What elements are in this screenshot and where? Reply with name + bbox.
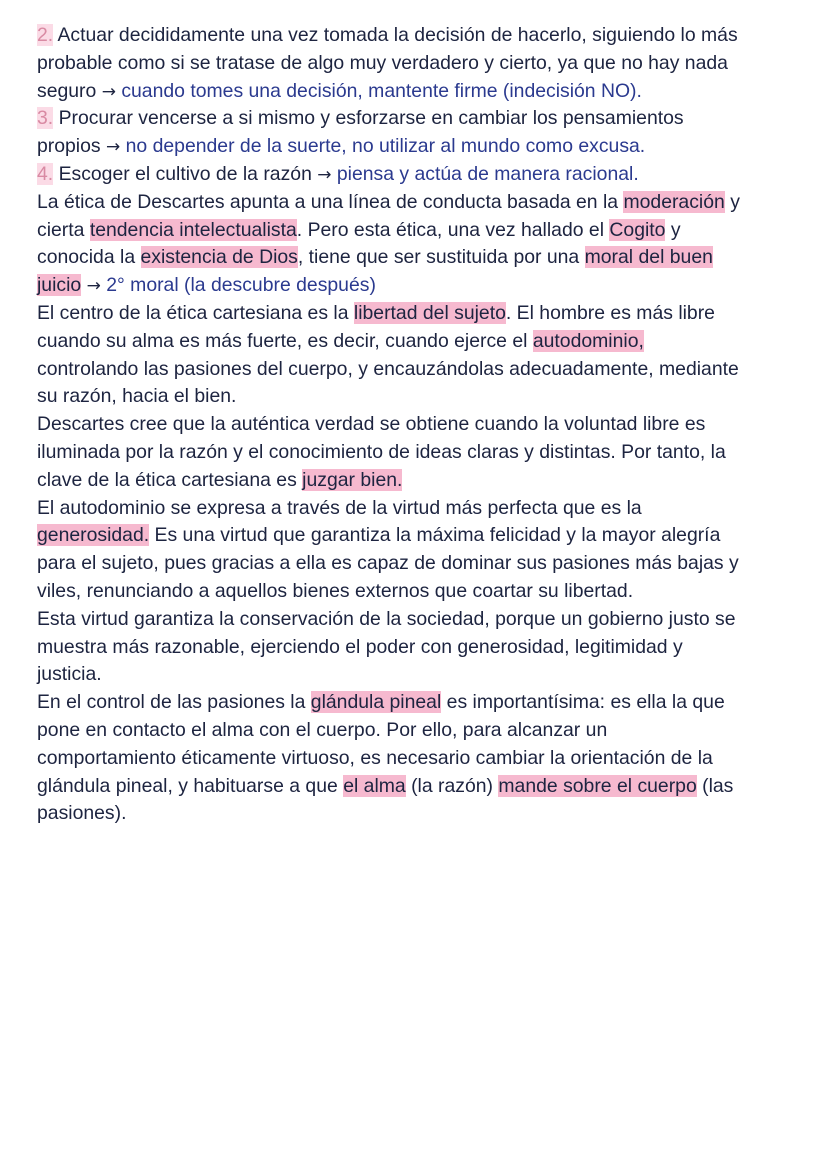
highlight: moderación (623, 190, 725, 213)
p6-line-1 (37, 689, 788, 717)
p4-line-2 (37, 522, 788, 550)
text-run: propios (37, 135, 101, 158)
text-run: , tiene que ser sustituida por una (297, 246, 580, 269)
p1-line-2 (37, 217, 788, 245)
p4-line-4 (37, 578, 788, 606)
text-run: En el control de las pasiones la (37, 691, 306, 714)
p2-line-2 (37, 328, 788, 356)
p3-line-2 (37, 439, 788, 467)
text-run: clave de la ética cartesiana es (37, 468, 297, 491)
highlight: tendencia intelectualista (89, 218, 297, 241)
p4-line-3 (37, 550, 788, 578)
p6-line-4 (37, 773, 788, 801)
p2-line-4 (37, 383, 788, 411)
text-run: Procurar vencerse a si mismo y esforzarse en cambiar los pensamientos (58, 107, 684, 130)
p5-line-1 (37, 606, 788, 634)
highlight: autodominio, (532, 329, 644, 352)
p1-line-1 (37, 189, 788, 217)
item-3-line-2 (37, 133, 788, 161)
item-2-line-3 (37, 78, 788, 106)
highlight: glándula pineal (310, 691, 442, 714)
text-run: cuando su alma es más fuerte, es decir, cuando ejerce el (37, 329, 528, 352)
p2-line-1 (37, 300, 788, 328)
text-run: pasiones). (37, 802, 127, 825)
text-run: (las (702, 774, 734, 797)
text-run: comportamiento éticamente virtuoso, es necesario cambiar la orientación de la (37, 746, 713, 769)
arrow-icon: → (101, 81, 116, 102)
highlight: juicio (37, 274, 82, 297)
text-run: 2° moral (la descubre después) (106, 274, 376, 297)
text-run: cierta (37, 218, 85, 241)
text-run: no depender de la suerte, no utilizar al mundo como excusa. (125, 135, 646, 158)
text-run: probable como si se tratase de algo muy verdadero y cierto, ya que no hay nada (37, 51, 728, 74)
p3-line-1 (37, 411, 788, 439)
p6-line-2 (37, 717, 788, 745)
text-run: glándula pineal, y habituarse a que (37, 774, 338, 797)
text-run: controlando las pasiones del cuerpo, y encauzándolas adecuadamente, mediante (37, 357, 739, 380)
text-run: La ética de Descartes apunta a una línea de conducta basada en la (37, 190, 619, 213)
p3-line-3 (37, 467, 788, 495)
p6-line-3 (37, 745, 788, 773)
p5-line-2 (37, 634, 788, 662)
text-run: El autodominio se expresa a través de la virtud más perfecta que es la (37, 496, 642, 519)
text-run: Esta virtud garantiza la conservación de la sociedad, porque un gobierno justo se (37, 607, 736, 630)
text-run: y (670, 218, 681, 241)
text-run: cuando tomes una decisión, mantente firme (indecisión NO). (121, 79, 642, 102)
text-run: para el sujeto, pues gracias a ella es capaz de dominar sus pasiones más bajas y (37, 552, 739, 575)
p1-line-4 (37, 272, 788, 300)
text-run: Actuar decididamente una vez tomada la decisión de hacerlo, siguiendo lo más (57, 24, 738, 46)
arrow-icon: → (86, 276, 101, 297)
text-run: conocida la (37, 246, 136, 269)
text-run: y (730, 190, 740, 213)
item-number: 4. (37, 162, 54, 185)
text-run: es importantísima: es ella la que (446, 691, 725, 714)
highlight: moral del buen (584, 246, 713, 269)
text-run: Descartes cree que la auténtica verdad se obtiene cuando la voluntad libre es (37, 413, 706, 436)
highlight: existencia de Dios (140, 246, 298, 269)
p1-line-3 (37, 244, 788, 272)
text-run: piensa y actúa de manera racional. (336, 162, 639, 185)
arrow-icon: → (106, 137, 121, 158)
highlight: el alma (343, 774, 406, 797)
item-number: 3. (37, 107, 54, 130)
highlight: Cogito (609, 218, 666, 241)
highlight: libertad del sujeto (353, 301, 506, 324)
p6-line-5 (37, 800, 788, 828)
highlight: generosidad. (37, 524, 150, 547)
text-run: justicia. (37, 663, 102, 686)
item-4-line-1 (37, 161, 788, 189)
arrow-icon: → (317, 164, 332, 185)
text-run: pone en contacto el alma con el cuerpo. Por ello, para alcanzar un (37, 718, 608, 741)
p5-line-3 (37, 661, 788, 689)
text-run: Escoger el cultivo de la razón (58, 162, 312, 185)
highlight: juzgar bien. (302, 468, 403, 491)
text-run: su razón, hacia el bien. (37, 385, 237, 408)
text-run: . Pero esta ética, una vez hallado el (296, 218, 605, 241)
text-run: seguro (37, 79, 97, 102)
item-3-line-1 (37, 105, 788, 133)
text-run: El centro de la ética cartesiana es la (37, 301, 349, 324)
text-run: muestra más razonable, ejerciendo el poder con generosidad, legitimidad y (37, 635, 683, 658)
text-run: . El hombre es más libre (505, 301, 715, 324)
text-run: (la razón) (411, 774, 493, 797)
p2-line-3 (37, 356, 788, 384)
item-2-line-1 (37, 22, 788, 50)
item-2-line-2 (37, 50, 788, 78)
highlight: mande sobre el cuerpo (498, 774, 697, 797)
p4-line-1 (37, 495, 788, 523)
item-number: 2. (37, 24, 54, 46)
text-run: iluminada por la razón y el conocimiento de ideas claras y distintas. Por tanto, la (37, 440, 726, 463)
text-run: Es una virtud que garantiza la máxima felicidad y la mayor alegría (154, 524, 721, 547)
text-run: viles, renunciando a aquellos bienes externos que coartar su libertad. (37, 579, 634, 602)
